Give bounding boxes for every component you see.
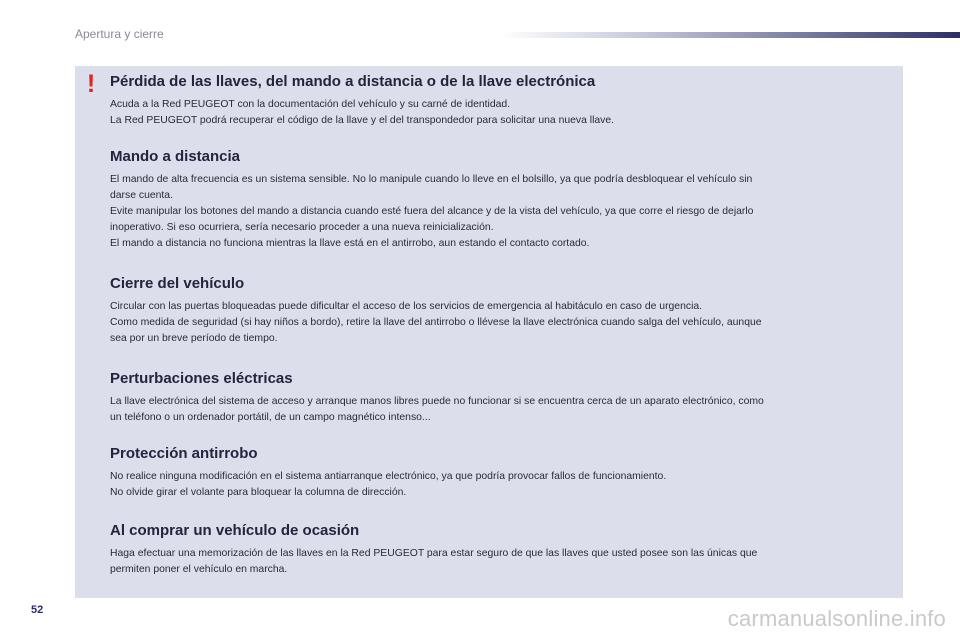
body-line: No realice ninguna modificación en el sistema antiarranque electrónico, ya que podría provocar fallos de funcionamiento.: [110, 471, 667, 482]
section-body: [110, 469, 890, 501]
section-body: [110, 97, 890, 129]
section-lost-keys: [110, 73, 890, 129]
section-used-vehicle: [110, 522, 890, 578]
body-line: Haga efectuar una memorización de las llaves en la Red PEUGEOT para estar seguro de que las llaves que usted posee son las únicas que: [110, 548, 758, 559]
body-line: inoperativo. Si eso ocurriera, sería necesario proceder a una nueva reinicialización.: [110, 222, 494, 233]
body-line: La llave electrónica del sistema de acceso y arranque manos libres puede no funcionar si se encuentra cerca de un aparato electrónico, como: [110, 396, 764, 407]
section-body: [110, 546, 890, 578]
section-electrical-interference: [110, 370, 890, 426]
watermark-text: carmanualsonline.info: [727, 606, 946, 631]
exclamation-icon: !: [86, 70, 96, 98]
section-body: [110, 172, 890, 252]
section-title: Pérdida de las llaves, del mando a distancia o de la llave electrónica: [110, 73, 596, 90]
body-line: El mando de alta frecuencia es un sistema sensible. No lo manipule cuando lo lleve en el bolsillo, ya que podría desbloquear el vehículo sin: [110, 174, 753, 185]
section-remote-control: [110, 148, 890, 252]
body-line: un teléfono o un ordenador portátil, de un campo magnético intenso...: [110, 412, 431, 423]
body-line: Acuda a la Red PEUGEOT con la documentación del vehículo y su carné de identidad.: [110, 99, 511, 110]
body-line: No olvide girar el volante para bloquear la columna de dirección.: [110, 487, 407, 498]
section-body: [110, 299, 890, 347]
section-title: Protección antirrobo: [110, 445, 258, 462]
body-line: Circular con las puertas bloqueadas puede dificultar el acceso de los servicios de emergencia al habitáculo en caso de urgencia.: [110, 301, 703, 312]
body-line: darse cuenta.: [110, 190, 173, 201]
section-title: Cierre del vehículo: [110, 275, 245, 292]
section-anti-theft: [110, 445, 890, 501]
body-line: La Red PEUGEOT podrá recuperar el código de la llave y el del transpondedor para solicitar una nueva llave.: [110, 115, 615, 126]
body-line: El mando a distancia no funciona mientras la llave está en el antirrobo, aun estando el contacto cortado.: [110, 238, 590, 249]
section-vehicle-locking: [110, 275, 890, 347]
body-line: Como medida de seguridad (si hay niños a bordo), retire la llave del antirrobo o llévese la llave electrónica cuando salga del vehículo, aunque: [110, 317, 762, 328]
body-line: sea por un breve período de tiempo.: [110, 333, 278, 344]
body-line: permiten poner el vehículo en marcha.: [110, 564, 288, 575]
section-title: Perturbaciones eléctricas: [110, 370, 293, 387]
body-line: Evite manipular los botones del mando a distancia cuando esté fuera del alcance y de la vista del vehículo, ya que corre el riesgo de dejarlo: [110, 206, 754, 217]
section-title: Al comprar un vehículo de ocasión: [110, 522, 360, 539]
section-title: Mando a distancia: [110, 148, 241, 165]
section-body: [110, 394, 890, 426]
section-header: Apertura y cierre: [75, 27, 164, 41]
header-gradient-bar: [500, 32, 960, 38]
page-number: 52: [31, 604, 44, 616]
